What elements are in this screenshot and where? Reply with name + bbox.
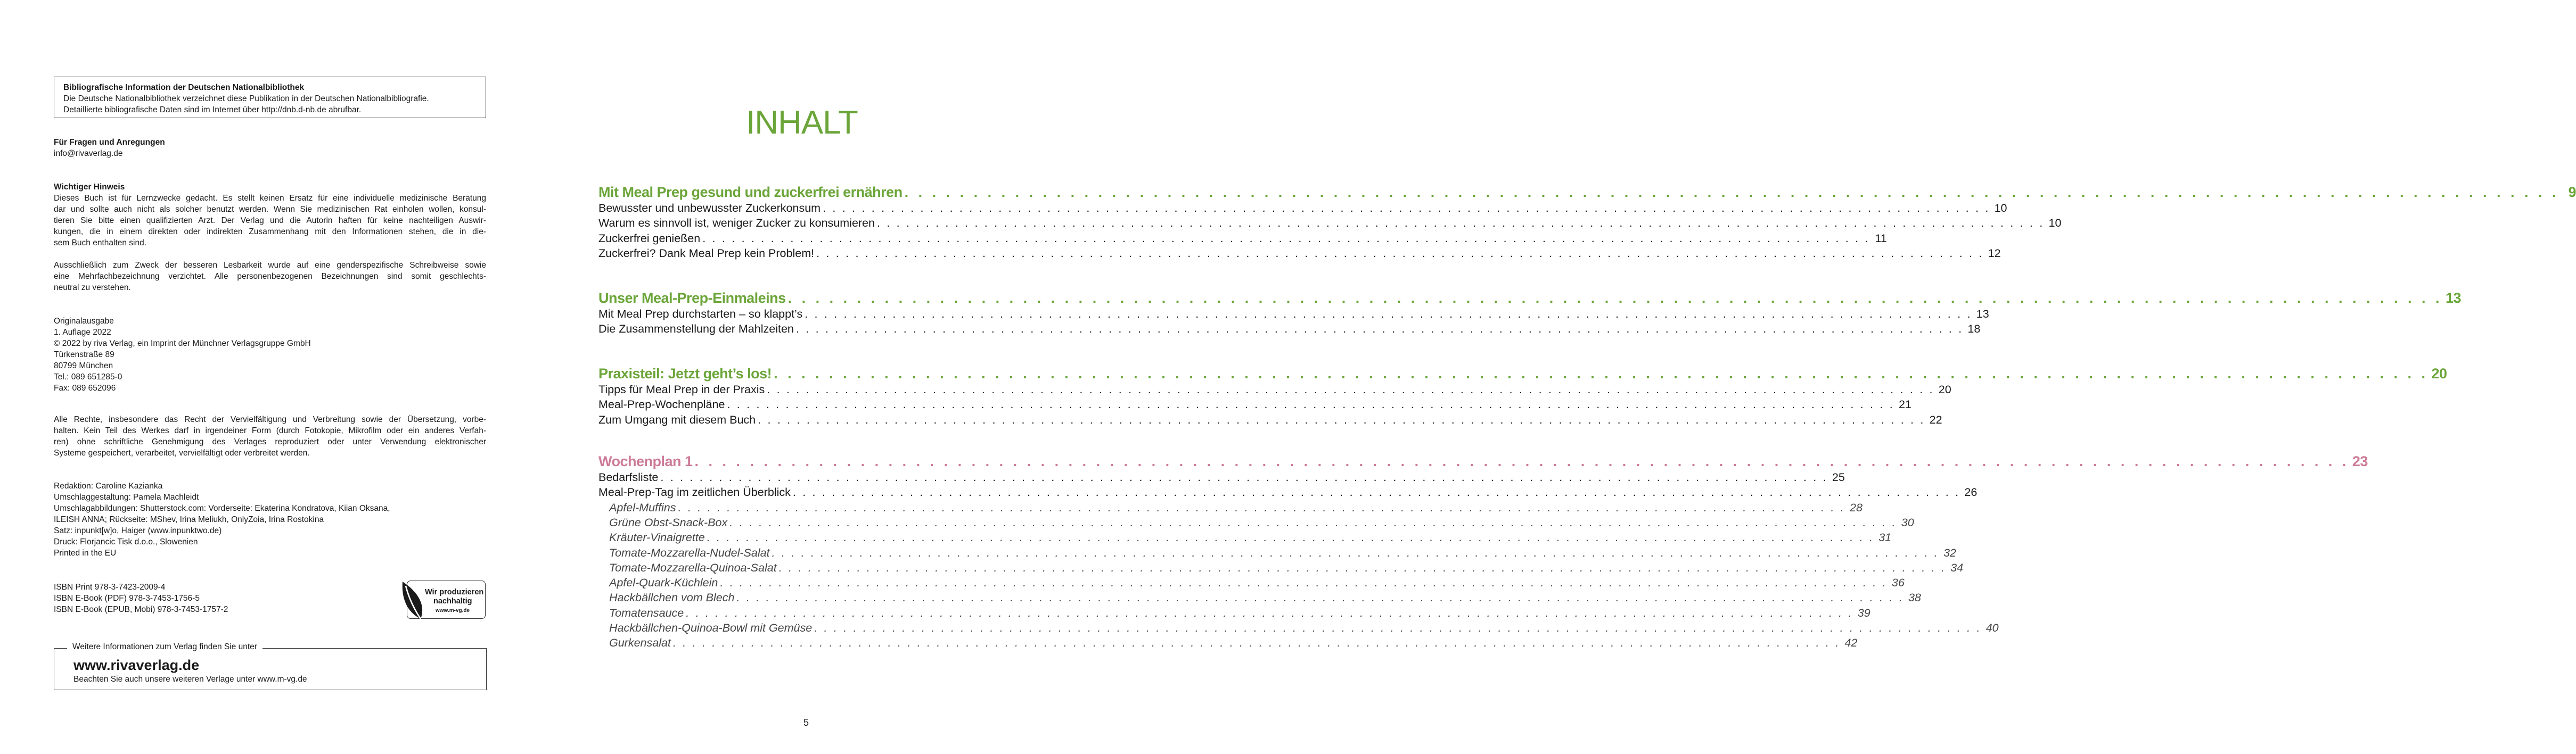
- imprint-page: [0, 0, 535, 754]
- publisher-url-link[interactable]: www.rivaverlag.de: [73, 657, 200, 673]
- contact-heading: Für Fragen und Anregungen: [54, 138, 165, 147]
- rights-line: ren) ohne schriftliche Genehmigung des Verlages reproduziert oder unter Verwendung elektronischer: [54, 437, 486, 446]
- dot-leader: . . . . . . . . . . . . . . . . . . . . . . . . . . . . . . . . . . . . . . . . . . . . . . . . . . . . . . . . . . . . . . . . . . . . . . . . . . . . . . . . . . . . . . . . . . . . . . . . . . . . . . . . . . . . . . . . . . . . . . . .: [792, 486, 1960, 499]
- credits-line: Satz: inpunkt[w]o, Haiger (www.inpunktwo.de): [54, 526, 222, 535]
- notice-heading: Wichtiger Hinweis: [54, 183, 125, 192]
- toc-entry-page: 18: [1967, 322, 1981, 336]
- dot-leader: . . . . . . . . . . . . . . . . . . . . . . . . . . . . . . . . . . . . . . . . . . . . . . . . . . . . . . . . . . . . . . . . . . . . . . . . . . . . . . . . . . . . . . . . . . . . . . . . . . . . . . . . . . . . . . . . . . . . . . . .: [678, 501, 1845, 514]
- toc-recipe-title: Tomate-Mozzarella-Quinoa-Salat: [609, 561, 777, 574]
- toc-entry-title: Meal-Prep-Wochenpläne: [598, 398, 725, 411]
- toc-recipe-title: Kräuter-Vinaigrette: [609, 531, 705, 544]
- credits-line: Redaktion: Caroline Kazianka: [54, 482, 163, 491]
- dot-leader: . . . . . . . . . . . . . . . . . . . . . . . . . . . . . . . . . . . . . . . . . . . . . . . . . . . . . . . . . . . . . . . . . . . . . . . . . . . . . . . . . . . . . . . . . . . . . . . . . . . . . . . . . . . . . . . . . . . . . . . .: [805, 308, 1972, 320]
- toc-entry-page: 20: [1938, 383, 1951, 396]
- toc-recipe-page: 28: [1850, 501, 1863, 514]
- toc-entry-page: 22: [1929, 413, 1942, 426]
- dot-leader: . . . . . . . . . . . . . . . . . . . . . . . . . . . . . . . . . . . . . . . . . . . . . . . . . . . . . . . . . . . . . . . . . . . . . . . . . . . . . . . . . . . . . . . . . . . . . . . . . . . . . . . . . . . . . . . . . . . . . . . .: [707, 531, 1875, 544]
- toc-recipe-page: 32: [1943, 546, 1956, 559]
- toc-recipe[interactable]: [609, 591, 1921, 604]
- dot-leader: . . . . . . . . . . . . . . . . . . . . . . . . . . . . . . . . . . . . . . . . . . . . . . . . . . . . . . . . . . . . . . . . . . . . . . . . . . . . . . . . . . . . . . . . . . . . . . . . . . . . . . . . . . . . . . . . . . . . . . . .: [876, 217, 2045, 230]
- dot-leader: . . . . . . . . . . . . . . . . . . . . . . . . . . . . . . . . . . . . . . . . . . . . . . . . . . . . . . . . . . . . . . . . . . . . . . . . . . . . . . . . . . . . . . . . . . . . . . . . . . . . . . . . . . . . . . . . . . . . . . . .: [660, 471, 1828, 484]
- toc-section-title: Praxisteil: Jetzt geht’s los!: [598, 366, 772, 382]
- toc-recipe-title: Apfel-Muffins: [609, 501, 676, 514]
- toc-entry-page: 13: [1976, 308, 1989, 320]
- bib-line: Die Deutsche Nationalbibliothek verzeichnet diese Publikation in der Deutschen Nationalbibliografie.: [63, 94, 429, 103]
- notice-block: [54, 181, 486, 293]
- leaf-icon: [400, 581, 432, 623]
- bib-title: Bibliografische Information der Deutschen Nationalbibliothek: [63, 83, 305, 92]
- dot-leader: . . . . . . . . . . . . . . . . . . . . . . . . . . . . . . . . . . . . . . . . . . . . . . . . . . . . . . . . . . . . . . . . . . . . . . . . . . . . . . . . . . . . . . . . . . . . . . . . . . . . . . . . . . . . . . . . . . . . . . . .: [758, 413, 1925, 426]
- toc-section-page: 13: [2445, 290, 2462, 306]
- dot-leader: . . . . . . . . . . . . . . . . . . . . . . . . . . . . . . . . . . . . . . . . . . . . . . . . . . . . . . . . . . . . . . . . . . . . . . . . . . . . . . . . . . . . . . . . . . . . . . . . . . . . . . . . . . . . . . . . . . . . . . . .: [736, 591, 1904, 604]
- toc-entry[interactable]: [598, 471, 1845, 484]
- toc-entry-page: 11: [1875, 231, 1887, 245]
- toc-recipe-page: 30: [1901, 516, 1914, 529]
- infobox-note: Beachten Sie auch unsere weiteren Verlage unter www.m-vg.de: [73, 675, 307, 684]
- rights-line: halten. Kein Teil des Werkes darf in irgendeiner Form (durch Fotokopie, Mikrofilm oder ein anderes Verfah-: [54, 426, 486, 435]
- credits-line: Umschlaggestaltung: Pamela Machleidt: [54, 493, 199, 502]
- toc-recipe[interactable]: [609, 501, 1863, 515]
- notice-line: neutral zu verstehen.: [54, 283, 131, 292]
- toc-recipe[interactable]: [609, 606, 1871, 620]
- dot-leader: . . . . . . . . . . . . . . . . . . . . . . . . . . . . . . . . . . . . . . . . . . . . . . . . . . . . . . . . . . . . . . . . . . . . . . . . . . . . . . . . . . . . . . . . . . . . . . . . . . . . . . . . . . . . . . . . . . . . . . . .: [904, 184, 2559, 200]
- bib-line: Detaillierte bibliografische Daten sind im Internet über http://dnb.d-nb.de abrufbar.: [63, 105, 362, 114]
- toc-recipe-page: 39: [1857, 606, 1871, 619]
- toc-entry-title: Die Zusammenstellung der Mahlzeiten: [598, 322, 794, 336]
- toc-entry-page: 10: [2048, 217, 2062, 230]
- credits-line: Druck: Florjancic Tisk d.o.o., Slowenien: [54, 537, 198, 546]
- toc-recipe[interactable]: [609, 531, 1892, 544]
- toc-section[interactable]: [598, 453, 2368, 470]
- toc-recipe-title: Grüne Obst-Snack-Box: [609, 516, 728, 529]
- notice-line: sem Buch enthalten sind.: [54, 238, 147, 247]
- dot-leader: . . . . . . . . . . . . . . . . . . . . . . . . . . . . . . . . . . . . . . . . . . . . . . . . . . . . . . . . . . . . . . . . . . . . . . . . . . . . . . . . . . . . . . . . . . . . . . . . . . . . . . . . . . . . . . . . . . . . . . . .: [702, 231, 1870, 245]
- toc-section-title: Wochenplan 1: [598, 453, 693, 469]
- imprint-line: Türkenstraße 89: [54, 350, 114, 359]
- imprint-line: 80799 München: [54, 361, 113, 370]
- toc-entry-title: Zum Umgang mit diesem Buch: [598, 413, 756, 426]
- toc-recipe[interactable]: [609, 516, 1914, 529]
- imprint-line: 1. Auflage 2022: [54, 328, 111, 337]
- logo-line: nachhaltig: [433, 597, 472, 606]
- toc-entry-title: Bedarfsliste: [598, 471, 659, 484]
- toc-entry[interactable]: [598, 398, 1912, 411]
- toc-recipe-title: Gurkensalat: [609, 636, 671, 650]
- credits-line: Printed in the EU: [54, 549, 117, 558]
- toc-entry-page: 12: [1988, 246, 2001, 260]
- contact-block: [54, 137, 486, 159]
- toc-section-title: Mit Meal Prep gesund und zuckerfrei ernähren: [598, 184, 903, 200]
- toc-entry-page: 21: [1898, 398, 1912, 411]
- isbn-line: ISBN E-Book (EPUB, Mobi) 978-3-7453-1757-2: [54, 605, 228, 614]
- toc-entry[interactable]: [598, 322, 1981, 336]
- imprint-line: Fax: 089 652096: [54, 384, 116, 393]
- bibliographic-info-box: [54, 77, 486, 118]
- contact-email[interactable]: info@rivaverlag.de: [54, 149, 123, 158]
- logo-url: www.m-vg.de: [436, 608, 470, 614]
- toc-recipe-title: Tomate-Mozzarella-Nudel-Salat: [609, 546, 770, 559]
- toc-entry-title: Meal-Prep-Tag im zeitlichen Überblick: [598, 486, 791, 499]
- dot-leader: . . . . . . . . . . . . . . . . . . . . . . . . . . . . . . . . . . . . . . . . . . . . . . . . . . . . . . . . . . . . . . . . . . . . . . . . . . . . . . . . . . . . . . . . . . . . . . . . . . . . . . . . . . . . . . . . . . . . . . . .: [686, 606, 1853, 619]
- toc-section-page: 23: [2352, 453, 2368, 469]
- toc-entry[interactable]: [598, 413, 1942, 427]
- imprint-line: © 2022 by riva Verlag, ein Imprint der Münchner Verlagsgruppe GmbH: [54, 339, 311, 348]
- toc-recipe[interactable]: [609, 576, 1905, 590]
- toc-recipe[interactable]: [609, 561, 1964, 575]
- toc-entry-title: Warum es sinnvoll ist, weniger Zucker zu konsumieren: [598, 217, 875, 230]
- dot-leader: . . . . . . . . . . . . . . . . . . . . . . . . . . . . . . . . . . . . . . . . . . . . . . . . . . . . . . . . . . . . . . . . . . . . . . . . . . . . . . . . . . . . . . . . . . . . . . . . . . . . . . . . . . . . . . . . . . . . . . . .: [729, 516, 1897, 529]
- isbn-line: ISBN Print 978-3-7423-2009-4: [54, 583, 166, 592]
- dot-leader: . . . . . . . . . . . . . . . . . . . . . . . . . . . . . . . . . . . . . . . . . . . . . . . . . . . . . . . . . . . . . . . . . . . . . . . . . . . . . . . . . . . . . . . . . . . . . . . . . . . . . . . . . . . . . . . . . . . . . . . .: [774, 366, 2429, 382]
- toc-recipe[interactable]: [609, 636, 1858, 650]
- imprint-line: Originalausgabe: [54, 317, 114, 326]
- toc-recipe-page: 31: [1878, 531, 1892, 544]
- toc-recipe[interactable]: [609, 622, 1999, 635]
- rights-line: Systeme gespeichert, verarbeitet, vervielfältigt oder verbreitet werden.: [54, 449, 310, 458]
- toc-recipe-title: Hackbällchen vom Blech: [609, 591, 735, 604]
- notice-line: tieren Sie bitte einen qualifizierten Arzt. Der Verlag und die Autorin haften für keine nachteiligen Auswir-: [54, 216, 486, 225]
- toc-entry[interactable]: [598, 217, 2062, 230]
- dot-leader: . . . . . . . . . . . . . . . . . . . . . . . . . . . . . . . . . . . . . . . . . . . . . . . . . . . . . . . . . . . . . . . . . . . . . . . . . . . . . . . . . . . . . . . . . . . . . . . . . . . . . . . . . . . . . . . . . . . . . . . .: [672, 636, 1841, 650]
- dot-leader: . . . . . . . . . . . . . . . . . . . . . . . . . . . . . . . . . . . . . . . . . . . . . . . . . . . . . . . . . . . . . . . . . . . . . . . . . . . . . . . . . . . . . . . . . . . . . . . . . . . . . . . . . . . . . . . . . . . . . . . .: [787, 290, 2442, 306]
- notice-line: Dieses Buch ist für Lernzwecke gedacht. Es stellt keinen Ersatz für eine individuelle medizinische Beratung: [54, 194, 486, 203]
- notice-line: dar und sollte auch nicht als solcher benutzt werden. Wenn Sie medizinischen Rat einholen wollen, konsul-: [54, 205, 486, 214]
- toc-entry-title: Zuckerfrei genießen: [598, 231, 701, 245]
- imprint-line: Tel.: 089 651285-0: [54, 372, 122, 382]
- page-title: INHALT: [746, 104, 858, 141]
- toc-entry-title: Zuckerfrei? Dank Meal Prep kein Problem!: [598, 246, 815, 260]
- rights-line: Alle Rechte, insbesondere das Recht der Vervielfältigung und Verbreitung sowie der Übersetzung, vorbe-: [54, 415, 486, 424]
- toc-entry-page: 25: [1832, 471, 1845, 484]
- toc-section[interactable]: [598, 366, 2447, 382]
- toc-entry[interactable]: [598, 308, 1989, 321]
- notice-paragraph: [54, 260, 486, 293]
- toc-recipe-page: 40: [1986, 622, 1999, 634]
- toc-entry-title: Bewusster und unbewusster Zuckerkonsum: [598, 202, 821, 214]
- toc-entry[interactable]: [598, 383, 1951, 396]
- toc-entry-page: 26: [1964, 486, 1978, 499]
- toc-recipe-title: Apfel-Quark-Küchlein: [609, 576, 718, 590]
- page-number: 5: [803, 717, 809, 728]
- toc-section[interactable]: [598, 290, 2462, 306]
- infobox-legend: Weitere Informationen zum Verlag finden Sie unter: [67, 642, 262, 652]
- toc-entry[interactable]: [598, 246, 2001, 260]
- dot-leader: . . . . . . . . . . . . . . . . . . . . . . . . . . . . . . . . . . . . . . . . . . . . . . . . . . . . . . . . . . . . . . . . . . . . . . . . . . . . . . . . . . . . . . . . . . . . . . . . . . . . . . . . . . . . . . . . . . . . . . . .: [772, 546, 1939, 559]
- toc-entry[interactable]: [598, 202, 2007, 215]
- notice-line: kungen, die in einem direkten oder indirekten Zusammenhang mit den Informationen stehen, die in die-: [54, 227, 486, 236]
- credits-line: ILEISH ANNA; Rückseite: MShev, Irina Meliukh, OnlyZoia, Irina Rostokina: [54, 515, 324, 524]
- toc-section-page: 9: [2568, 184, 2576, 200]
- credits-block: [54, 480, 486, 559]
- toc-recipe-page: 38: [1908, 591, 1921, 604]
- toc-entry[interactable]: [598, 486, 1978, 499]
- credits-line: Umschlagabbildungen: Shutterstock.com: Vorderseite: Ekaterina Kondratova, Kiian Oksana,: [54, 504, 390, 513]
- toc-entry[interactable]: [598, 231, 1887, 245]
- rights-block: [54, 414, 486, 459]
- toc-entry-page: 10: [1994, 202, 2007, 214]
- toc-recipe-title: Hackbällchen-Quinoa-Bowl mit Gemüse: [609, 622, 813, 634]
- toc-recipe-page: 34: [1950, 561, 1964, 574]
- toc-entry-title: Tipps für Meal Prep in der Praxis: [598, 383, 765, 396]
- dot-leader: . . . . . . . . . . . . . . . . . . . . . . . . . . . . . . . . . . . . . . . . . . . . . . . . . . . . . . . . . . . . . . . . . . . . . . . . . . . . . . . . . . . . . . . . . . . . . . . . . . . . . . . . . . . . . . . . . . . . . . . .: [823, 202, 1990, 214]
- contents-page: [535, 0, 2576, 754]
- toc-section-title: Unser Meal-Prep-Einmaleins: [598, 290, 786, 306]
- toc-recipe[interactable]: [609, 546, 1956, 560]
- toc-recipe-page: 36: [1891, 576, 1905, 590]
- isbn-line: ISBN E-Book (PDF) 978-3-7453-1756-5: [54, 594, 200, 603]
- dot-leader: . . . . . . . . . . . . . . . . . . . . . . . . . . . . . . . . . . . . . . . . . . . . . . . . . . . . . . . . . . . . . . . . . . . . . . . . . . . . . . . . . . . . . . . . . . . . . . . . . . . . . . . . . . . . . . . . . . . . . . . .: [727, 398, 1894, 411]
- dot-leader: . . . . . . . . . . . . . . . . . . . . . . . . . . . . . . . . . . . . . . . . . . . . . . . . . . . . . . . . . . . . . . . . . . . . . . . . . . . . . . . . . . . . . . . . . . . . . . . . . . . . . . . . . . . . . . . . . . . . . . . .: [778, 561, 1947, 574]
- imprint-block: [54, 316, 486, 394]
- dot-leader: . . . . . . . . . . . . . . . . . . . . . . . . . . . . . . . . . . . . . . . . . . . . . . . . . . . . . . . . . . . . . . . . . . . . . . . . . . . . . . . . . . . . . . . . . . . . . . . . . . . . . . . . . . . . . . . . . . . . . . . .: [720, 576, 1888, 590]
- toc-section-page: 20: [2431, 366, 2447, 382]
- dot-leader: . . . . . . . . . . . . . . . . . . . . . . . . . . . . . . . . . . . . . . . . . . . . . . . . . . . . . . . . . . . . . . . . . . . . . . . . . . . . . . . . . . . . . . . . . . . . . . . . . . . . . . . . . . . . . . . . . . . . . . . .: [795, 322, 1964, 336]
- publisher-info-box: [54, 642, 487, 690]
- dot-leader: . . . . . . . . . . . . . . . . . . . . . . . . . . . . . . . . . . . . . . . . . . . . . . . . . . . . . . . . . . . . . . . . . . . . . . . . . . . . . . . . . . . . . . . . . . . . . . . . . . . . . . . . . . . . . . . . . . . . . . . .: [694, 453, 2349, 469]
- logo-line: Wir produzieren: [425, 588, 484, 596]
- toc-recipe-title: Tomatensauce: [609, 606, 684, 619]
- notice-paragraph: [54, 193, 486, 248]
- dot-leader: . . . . . . . . . . . . . . . . . . . . . . . . . . . . . . . . . . . . . . . . . . . . . . . . . . . . . . . . . . . . . . . . . . . . . . . . . . . . . . . . . . . . . . . . . . . . . . . . . . . . . . . . . . . . . . . . . . . . . . . .: [767, 383, 1934, 396]
- notice-line: eine Mehrfachbezeichnung verzichtet. Alle personenbezogenen Bezeichnungen sind somit geschlechts-: [54, 272, 486, 281]
- toc-recipe-page: 42: [1844, 636, 1858, 650]
- toc-section[interactable]: [598, 184, 2576, 201]
- dot-leader: . . . . . . . . . . . . . . . . . . . . . . . . . . . . . . . . . . . . . . . . . . . . . . . . . . . . . . . . . . . . . . . . . . . . . . . . . . . . . . . . . . . . . . . . . . . . . . . . . . . . . . . . . . . . . . . . . . . . . . . .: [816, 246, 1984, 260]
- notice-line: Ausschließlich zum Zweck der besseren Lesbarkeit wurde auf eine genderspezifische Schreibweise sowie: [54, 261, 486, 270]
- dot-leader: . . . . . . . . . . . . . . . . . . . . . . . . . . . . . . . . . . . . . . . . . . . . . . . . . . . . . . . . . . . . . . . . . . . . . . . . . . . . . . . . . . . . . . . . . . . . . . . . . . . . . . . . . . . . . . . . . . . . . . . .: [814, 622, 1982, 634]
- sustainability-logo: [400, 581, 486, 619]
- toc-entry-title: Mit Meal Prep durchstarten – so klappt’s: [598, 308, 803, 320]
